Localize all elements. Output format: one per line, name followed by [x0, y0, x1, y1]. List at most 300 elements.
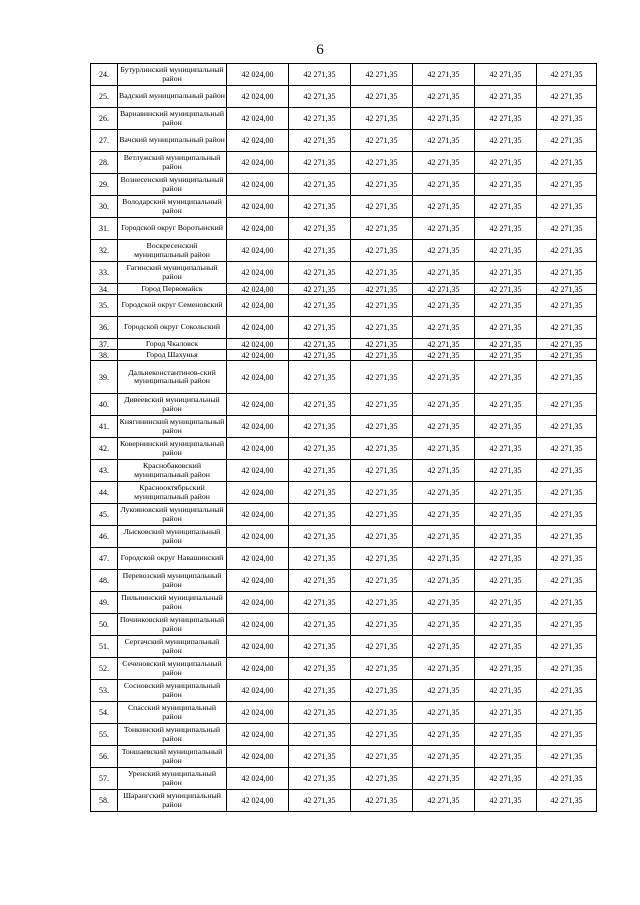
district-name-cell: Володарский муниципальный район [118, 196, 227, 218]
district-name-cell: Княгининский муниципальный район [118, 416, 227, 438]
value-cell-3: 42 271,35 [351, 482, 413, 504]
value-cell-4: 42 271,35 [413, 504, 475, 526]
district-name-cell: Вадский муниципальный район [118, 86, 227, 108]
value-cell-6: 42 271,35 [537, 152, 597, 174]
value-cell-3: 42 271,35 [351, 702, 413, 724]
row-number-cell: 27. [91, 130, 118, 152]
value-cell-5: 42 271,35 [475, 339, 537, 350]
value-cell-2: 42 271,35 [289, 460, 351, 482]
district-name-cell: Уренский муниципальный район [118, 768, 227, 790]
table-row [91, 174, 597, 196]
district-name-cell: Бутурлинский муниципальный район [118, 64, 227, 86]
value-cell-5: 42 271,35 [475, 746, 537, 768]
district-name-cell: Город Чкаловск [118, 339, 227, 350]
value-cell-6: 42 271,35 [537, 108, 597, 130]
value-cell-1: 42 024,00 [227, 196, 289, 218]
row-number-cell: 30. [91, 196, 118, 218]
value-cell-3: 42 271,35 [351, 548, 413, 570]
value-cell-2: 42 271,35 [289, 746, 351, 768]
value-cell-1: 42 024,00 [227, 174, 289, 196]
value-cell-3: 42 271,35 [351, 108, 413, 130]
table-row [91, 592, 597, 614]
table-row [91, 482, 597, 504]
value-cell-2: 42 271,35 [289, 218, 351, 240]
row-number-cell: 46. [91, 526, 118, 548]
district-name-cell: Городской округ Семеновский [118, 295, 227, 317]
row-number-cell: 37. [91, 339, 118, 350]
row-number-cell: 35. [91, 295, 118, 317]
row-number-cell: 51. [91, 636, 118, 658]
row-number-cell: 56. [91, 746, 118, 768]
value-cell-5: 42 271,35 [475, 768, 537, 790]
value-cell-6: 42 271,35 [537, 724, 597, 746]
value-cell-4: 42 271,35 [413, 284, 475, 295]
value-cell-3: 42 271,35 [351, 64, 413, 86]
budget-table [90, 63, 597, 812]
value-cell-6: 42 271,35 [537, 614, 597, 636]
district-name-cell: Пильнинский муниципальный район [118, 592, 227, 614]
district-name-cell: Сосновский муниципальный район [118, 680, 227, 702]
value-cell-1: 42 024,00 [227, 526, 289, 548]
district-name-cell: Сергачский муниципальный район [118, 636, 227, 658]
row-number-cell: 54. [91, 702, 118, 724]
value-cell-6: 42 271,35 [537, 174, 597, 196]
value-cell-4: 42 271,35 [413, 295, 475, 317]
value-cell-3: 42 271,35 [351, 262, 413, 284]
value-cell-6: 42 271,35 [537, 196, 597, 218]
value-cell-1: 42 024,00 [227, 361, 289, 394]
value-cell-5: 42 271,35 [475, 130, 537, 152]
row-number-cell: 29. [91, 174, 118, 196]
page-number: 6 [316, 42, 324, 58]
value-cell-5: 42 271,35 [475, 460, 537, 482]
value-cell-4: 42 271,35 [413, 317, 475, 339]
value-cell-3: 42 271,35 [351, 768, 413, 790]
value-cell-2: 42 271,35 [289, 702, 351, 724]
value-cell-1: 42 024,00 [227, 295, 289, 317]
table-row [91, 636, 597, 658]
district-name-cell: Перевозский муниципальный район [118, 570, 227, 592]
district-name-cell: Краснобаковский муниципальный район [118, 460, 227, 482]
value-cell-4: 42 271,35 [413, 438, 475, 460]
value-cell-3: 42 271,35 [351, 196, 413, 218]
district-name-cell: Лысковский муниципальный район [118, 526, 227, 548]
value-cell-2: 42 271,35 [289, 240, 351, 262]
value-cell-3: 42 271,35 [351, 284, 413, 295]
value-cell-5: 42 271,35 [475, 295, 537, 317]
value-cell-6: 42 271,35 [537, 460, 597, 482]
row-number-cell: 57. [91, 768, 118, 790]
value-cell-6: 42 271,35 [537, 295, 597, 317]
value-cell-2: 42 271,35 [289, 482, 351, 504]
district-name-cell: Варнавинский муниципальный район [118, 108, 227, 130]
value-cell-5: 42 271,35 [475, 438, 537, 460]
value-cell-2: 42 271,35 [289, 64, 351, 86]
value-cell-1: 42 024,00 [227, 86, 289, 108]
table-row [91, 614, 597, 636]
value-cell-1: 42 024,00 [227, 394, 289, 416]
row-number-cell: 25. [91, 86, 118, 108]
row-number-cell: 38. [91, 350, 118, 361]
table-row [91, 394, 597, 416]
value-cell-1: 42 024,00 [227, 548, 289, 570]
value-cell-2: 42 271,35 [289, 526, 351, 548]
value-cell-4: 42 271,35 [413, 526, 475, 548]
value-cell-6: 42 271,35 [537, 592, 597, 614]
value-cell-2: 42 271,35 [289, 86, 351, 108]
value-cell-4: 42 271,35 [413, 680, 475, 702]
row-number-cell: 34. [91, 284, 118, 295]
value-cell-2: 42 271,35 [289, 361, 351, 394]
value-cell-3: 42 271,35 [351, 438, 413, 460]
value-cell-3: 42 271,35 [351, 570, 413, 592]
row-number-cell: 48. [91, 570, 118, 592]
value-cell-4: 42 271,35 [413, 768, 475, 790]
value-cell-5: 42 271,35 [475, 86, 537, 108]
district-name-cell: Дальнеконстантинов-ский муниципальный район [118, 361, 227, 394]
value-cell-5: 42 271,35 [475, 262, 537, 284]
table-row [91, 196, 597, 218]
value-cell-6: 42 271,35 [537, 570, 597, 592]
value-cell-6: 42 271,35 [537, 350, 597, 361]
value-cell-3: 42 271,35 [351, 724, 413, 746]
value-cell-1: 42 024,00 [227, 416, 289, 438]
district-name-cell: Шарангский муниципальный район [118, 790, 227, 812]
value-cell-4: 42 271,35 [413, 240, 475, 262]
value-cell-5: 42 271,35 [475, 724, 537, 746]
value-cell-2: 42 271,35 [289, 504, 351, 526]
table-row [91, 295, 597, 317]
value-cell-1: 42 024,00 [227, 152, 289, 174]
value-cell-4: 42 271,35 [413, 724, 475, 746]
value-cell-2: 42 271,35 [289, 438, 351, 460]
value-cell-3: 42 271,35 [351, 295, 413, 317]
table-row [91, 526, 597, 548]
value-cell-3: 42 271,35 [351, 394, 413, 416]
table-row [91, 504, 597, 526]
value-cell-5: 42 271,35 [475, 394, 537, 416]
value-cell-5: 42 271,35 [475, 361, 537, 394]
value-cell-6: 42 271,35 [537, 130, 597, 152]
district-name-cell: Городской округ Навашинский [118, 548, 227, 570]
district-name-cell: Дивеевский муниципальный район [118, 394, 227, 416]
value-cell-4: 42 271,35 [413, 218, 475, 240]
table-row [91, 64, 597, 86]
district-name-cell: Вачский муниципальный район [118, 130, 227, 152]
value-cell-2: 42 271,35 [289, 416, 351, 438]
value-cell-5: 42 271,35 [475, 680, 537, 702]
table-row [91, 570, 597, 592]
value-cell-5: 42 271,35 [475, 108, 537, 130]
row-number-cell: 53. [91, 680, 118, 702]
value-cell-4: 42 271,35 [413, 702, 475, 724]
table-row [91, 702, 597, 724]
value-cell-5: 42 271,35 [475, 317, 537, 339]
value-cell-5: 42 271,35 [475, 504, 537, 526]
district-name-cell: Город Первомайск [118, 284, 227, 295]
value-cell-5: 42 271,35 [475, 482, 537, 504]
value-cell-2: 42 271,35 [289, 636, 351, 658]
value-cell-6: 42 271,35 [537, 680, 597, 702]
value-cell-4: 42 271,35 [413, 108, 475, 130]
row-number-cell: 36. [91, 317, 118, 339]
value-cell-4: 42 271,35 [413, 592, 475, 614]
table-row [91, 317, 597, 339]
value-cell-6: 42 271,35 [537, 526, 597, 548]
value-cell-5: 42 271,35 [475, 218, 537, 240]
value-cell-5: 42 271,35 [475, 570, 537, 592]
value-cell-2: 42 271,35 [289, 317, 351, 339]
value-cell-4: 42 271,35 [413, 460, 475, 482]
value-cell-6: 42 271,35 [537, 262, 597, 284]
value-cell-4: 42 271,35 [413, 746, 475, 768]
value-cell-3: 42 271,35 [351, 790, 413, 812]
value-cell-6: 42 271,35 [537, 768, 597, 790]
value-cell-4: 42 271,35 [413, 64, 475, 86]
value-cell-3: 42 271,35 [351, 361, 413, 394]
value-cell-2: 42 271,35 [289, 570, 351, 592]
value-cell-1: 42 024,00 [227, 746, 289, 768]
table-row [91, 361, 597, 394]
value-cell-6: 42 271,35 [537, 746, 597, 768]
table-row [91, 416, 597, 438]
table-row [91, 658, 597, 680]
row-number-cell: 55. [91, 724, 118, 746]
district-name-cell: Ковернинский муниципальный район [118, 438, 227, 460]
value-cell-2: 42 271,35 [289, 196, 351, 218]
value-cell-5: 42 271,35 [475, 196, 537, 218]
value-cell-2: 42 271,35 [289, 680, 351, 702]
table-row [91, 790, 597, 812]
value-cell-1: 42 024,00 [227, 460, 289, 482]
value-cell-3: 42 271,35 [351, 130, 413, 152]
district-name-cell: Тоншаевский муниципальный район [118, 746, 227, 768]
value-cell-4: 42 271,35 [413, 339, 475, 350]
value-cell-1: 42 024,00 [227, 482, 289, 504]
row-number-cell: 32. [91, 240, 118, 262]
value-cell-2: 42 271,35 [289, 394, 351, 416]
value-cell-5: 42 271,35 [475, 284, 537, 295]
value-cell-1: 42 024,00 [227, 64, 289, 86]
value-cell-4: 42 271,35 [413, 262, 475, 284]
value-cell-5: 42 271,35 [475, 240, 537, 262]
value-cell-2: 42 271,35 [289, 339, 351, 350]
value-cell-6: 42 271,35 [537, 284, 597, 295]
district-name-cell: Городской округ Сокольский [118, 317, 227, 339]
table-row [91, 746, 597, 768]
value-cell-1: 42 024,00 [227, 130, 289, 152]
row-number-cell: 24. [91, 64, 118, 86]
value-cell-2: 42 271,35 [289, 295, 351, 317]
value-cell-4: 42 271,35 [413, 86, 475, 108]
value-cell-3: 42 271,35 [351, 240, 413, 262]
value-cell-3: 42 271,35 [351, 746, 413, 768]
value-cell-6: 42 271,35 [537, 218, 597, 240]
value-cell-6: 42 271,35 [537, 394, 597, 416]
value-cell-3: 42 271,35 [351, 504, 413, 526]
table-row [91, 438, 597, 460]
value-cell-4: 42 271,35 [413, 570, 475, 592]
district-name-cell: Спасский муниципальный район [118, 702, 227, 724]
value-cell-3: 42 271,35 [351, 460, 413, 482]
value-cell-4: 42 271,35 [413, 196, 475, 218]
value-cell-6: 42 271,35 [537, 658, 597, 680]
value-cell-4: 42 271,35 [413, 658, 475, 680]
table-body [91, 64, 597, 812]
district-name-cell: Лукояновский муниципальный район [118, 504, 227, 526]
value-cell-4: 42 271,35 [413, 130, 475, 152]
row-number-cell: 45. [91, 504, 118, 526]
value-cell-5: 42 271,35 [475, 614, 537, 636]
value-cell-6: 42 271,35 [537, 64, 597, 86]
value-cell-1: 42 024,00 [227, 339, 289, 350]
value-cell-2: 42 271,35 [289, 174, 351, 196]
row-number-cell: 31. [91, 218, 118, 240]
row-number-cell: 50. [91, 614, 118, 636]
value-cell-1: 42 024,00 [227, 658, 289, 680]
table-row [91, 680, 597, 702]
value-cell-3: 42 271,35 [351, 339, 413, 350]
value-cell-5: 42 271,35 [475, 702, 537, 724]
table-row [91, 86, 597, 108]
value-cell-2: 42 271,35 [289, 350, 351, 361]
row-number-cell: 44. [91, 482, 118, 504]
row-number-cell: 43. [91, 460, 118, 482]
value-cell-6: 42 271,35 [537, 504, 597, 526]
value-cell-3: 42 271,35 [351, 636, 413, 658]
value-cell-4: 42 271,35 [413, 361, 475, 394]
value-cell-5: 42 271,35 [475, 526, 537, 548]
value-cell-1: 42 024,00 [227, 614, 289, 636]
value-cell-6: 42 271,35 [537, 339, 597, 350]
value-cell-5: 42 271,35 [475, 64, 537, 86]
value-cell-2: 42 271,35 [289, 658, 351, 680]
value-cell-6: 42 271,35 [537, 416, 597, 438]
value-cell-5: 42 271,35 [475, 152, 537, 174]
row-number-cell: 58. [91, 790, 118, 812]
district-name-cell: Город Шахунья [118, 350, 227, 361]
value-cell-3: 42 271,35 [351, 350, 413, 361]
value-cell-4: 42 271,35 [413, 350, 475, 361]
table-row [91, 152, 597, 174]
district-name-cell: Городской округ Воротынский [118, 218, 227, 240]
value-cell-4: 42 271,35 [413, 152, 475, 174]
district-name-cell: Сеченовский муниципальный район [118, 658, 227, 680]
value-cell-3: 42 271,35 [351, 152, 413, 174]
district-name-cell: Починковский муниципальный район [118, 614, 227, 636]
row-number-cell: 41. [91, 416, 118, 438]
row-number-cell: 42. [91, 438, 118, 460]
value-cell-3: 42 271,35 [351, 317, 413, 339]
value-cell-5: 42 271,35 [475, 416, 537, 438]
value-cell-2: 42 271,35 [289, 592, 351, 614]
table-row [91, 350, 597, 361]
value-cell-2: 42 271,35 [289, 284, 351, 295]
value-cell-5: 42 271,35 [475, 174, 537, 196]
value-cell-1: 42 024,00 [227, 636, 289, 658]
value-cell-6: 42 271,35 [537, 548, 597, 570]
row-number-cell: 33. [91, 262, 118, 284]
table-row [91, 284, 597, 295]
value-cell-6: 42 271,35 [537, 790, 597, 812]
value-cell-3: 42 271,35 [351, 86, 413, 108]
value-cell-6: 42 271,35 [537, 361, 597, 394]
table-row [91, 130, 597, 152]
district-name-cell: Гагинский муниципальный район [118, 262, 227, 284]
value-cell-5: 42 271,35 [475, 636, 537, 658]
value-cell-3: 42 271,35 [351, 614, 413, 636]
value-cell-1: 42 024,00 [227, 570, 289, 592]
value-cell-1: 42 024,00 [227, 317, 289, 339]
value-cell-5: 42 271,35 [475, 790, 537, 812]
table-row [91, 548, 597, 570]
district-name-cell: Тонкинский муниципальный район [118, 724, 227, 746]
value-cell-4: 42 271,35 [413, 548, 475, 570]
value-cell-1: 42 024,00 [227, 724, 289, 746]
value-cell-5: 42 271,35 [475, 658, 537, 680]
value-cell-4: 42 271,35 [413, 416, 475, 438]
district-name-cell: Ветлужский муниципальный район [118, 152, 227, 174]
value-cell-4: 42 271,35 [413, 790, 475, 812]
row-number-cell: 28. [91, 152, 118, 174]
value-cell-4: 42 271,35 [413, 394, 475, 416]
value-cell-4: 42 271,35 [413, 636, 475, 658]
value-cell-1: 42 024,00 [227, 218, 289, 240]
row-number-cell: 26. [91, 108, 118, 130]
value-cell-3: 42 271,35 [351, 658, 413, 680]
value-cell-1: 42 024,00 [227, 284, 289, 295]
value-cell-4: 42 271,35 [413, 614, 475, 636]
district-name-cell: Воскресенский муниципальный район [118, 240, 227, 262]
table-row [91, 108, 597, 130]
value-cell-6: 42 271,35 [537, 317, 597, 339]
row-number-cell: 39. [91, 361, 118, 394]
value-cell-6: 42 271,35 [537, 702, 597, 724]
value-cell-4: 42 271,35 [413, 174, 475, 196]
value-cell-2: 42 271,35 [289, 130, 351, 152]
value-cell-6: 42 271,35 [537, 482, 597, 504]
value-cell-5: 42 271,35 [475, 350, 537, 361]
value-cell-1: 42 024,00 [227, 790, 289, 812]
value-cell-6: 42 271,35 [537, 636, 597, 658]
value-cell-1: 42 024,00 [227, 592, 289, 614]
value-cell-1: 42 024,00 [227, 504, 289, 526]
value-cell-6: 42 271,35 [537, 86, 597, 108]
value-cell-1: 42 024,00 [227, 240, 289, 262]
district-name-cell: Вознесенский муниципальный район [118, 174, 227, 196]
row-number-cell: 52. [91, 658, 118, 680]
value-cell-2: 42 271,35 [289, 614, 351, 636]
row-number-cell: 49. [91, 592, 118, 614]
table-row [91, 240, 597, 262]
value-cell-3: 42 271,35 [351, 592, 413, 614]
value-cell-1: 42 024,00 [227, 262, 289, 284]
value-cell-5: 42 271,35 [475, 592, 537, 614]
table-row [91, 339, 597, 350]
value-cell-2: 42 271,35 [289, 262, 351, 284]
table-row [91, 724, 597, 746]
value-cell-3: 42 271,35 [351, 218, 413, 240]
value-cell-1: 42 024,00 [227, 438, 289, 460]
table-row [91, 218, 597, 240]
value-cell-6: 42 271,35 [537, 438, 597, 460]
value-cell-3: 42 271,35 [351, 680, 413, 702]
row-number-cell: 47. [91, 548, 118, 570]
value-cell-2: 42 271,35 [289, 724, 351, 746]
value-cell-1: 42 024,00 [227, 768, 289, 790]
value-cell-4: 42 271,35 [413, 482, 475, 504]
table-row [91, 460, 597, 482]
